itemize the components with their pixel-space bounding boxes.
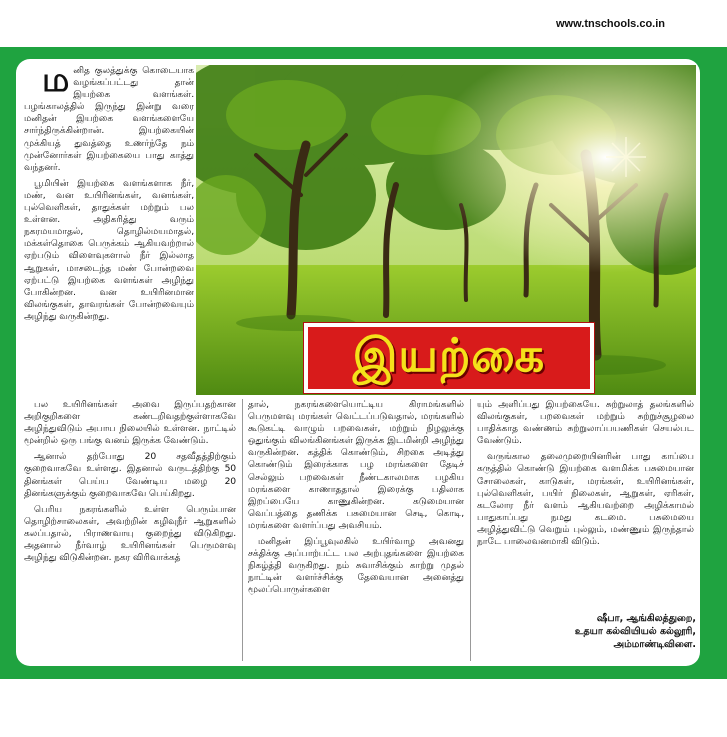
author-college: உதயா கல்வியியல் கல்லூரி, — [574, 626, 696, 637]
author-place: அம்மாண்டிவிளை. — [613, 639, 696, 650]
paragraph-industry: பெரிய நகரங்களில் உள்ள பெரும்பான தொழிற்சாலைகள், அவற்றின் கழிவுநீர் ஆறுகளில் கலப்பதால், பிராணவாயு குறைந்து விடுகிறது. அதனால் நீர்வாழ் உயிரினங்கள் பெருமளவு அழிந்து விடுகின்றன. நகர விரிவாக்கத் — [24, 503, 236, 564]
article-title: இயற்கை — [352, 327, 546, 382]
column-1-lower — [24, 399, 236, 664]
author-signature — [516, 612, 696, 651]
paragraph-tourism: யும் அளிப்பது இயற்கையே. சுற்றுலாத் தலங்களில் விலங்குகள், பறவைகள் மற்றும் சுற்றுச்சூழலை பாதிக்காத வண்ணம் சுற்றுலாப்பயணிகள் செயல்பட வேண்டும். — [477, 399, 694, 447]
paragraph-rain: ஆனால் தற்போது 20 சதவீதத்திற்கும் குறைவாகவே உள்ளது. இதனால் வருடத்திற்கு 50 தினங்கள் பெய்ய வேண்டிய மழை 20 தினங்களுக்கும் குறைவாகவே பெய்கிறது. — [24, 451, 236, 499]
drop-cap: ம — [42, 65, 70, 100]
column-rule-1 — [242, 399, 243, 661]
site-url: www.tnschools.co.in — [556, 18, 665, 30]
paragraph-birds: தால், நகரங்களையொட்டிய கிராமங்களில் பெருமளவு மரங்கள் வெட்டப்படுவதால், மரங்களில் கூடுகட்டி வாழும் பறவைகள், மற்றும் நிழலுக்கு ஒதுங்கும் விலங்கினங்கள் இருக்க இடமின்றி அழிந்து வருகின்றன. கத்திக் கொண்டும், சிறகை அடித்து கொண்டும் இரைக்காக பழ மரங்களை தேடிச் செல்லும் பறவைகள் நீண்டகாலமாக பழகிய மரங்களை காணாததால் இரைக்கு பதிலாக இறப்பையே காணுகின்றன. கடுமையான வெப்பத்தை தணிக்க பசுமையான செடி, கொடி, மரங்களை வளர்ப்பது அவசியம். — [248, 399, 464, 531]
article-paper — [16, 59, 700, 666]
paragraph-future: வருங்கால தலைமுறையினரின் பாது காப்பை கருத்தில் கொண்டு இயற்கை வளமிக்க பசுமையான சோலைகள், காடுகள், மரங்கள், உயிரினங்கள், புல்வெளிகள், பயிர் நிலைகள், ஆறுகள், ஏரிகள், கடலோர நீர் வளம் ஆகியவற்றை அழிக்காமல் பாதுகாப்பது நமது கடமை. பசுமையை அழித்துவிட்டு வெறும் புல்லும், மண்ணும் இருந்தால் நாடே பாலைவனமாகி விடும். — [477, 451, 694, 548]
article-title-box — [304, 323, 594, 393]
author-name: ஷீபா, ஆங்கிலத்துறை, — [596, 613, 696, 624]
paragraph-wonders: மனிதன் இப்பூவுலகில் உயிர்வாழ அவனது சக்திக்கு அப்பாற்பட்ட பல அற்புதங்களை இயற்கை நிகழ்த்தி வருகிறது. நம் சுவாசிக்கும் காற்று முதல் நாட்டின் வளர்ச்சிக்கு தேவையான அனைத்து மூலப்பொருள்களை — [248, 536, 464, 596]
paragraph-resources: பூமியின் இயற்கை வளங்களாக நீர், மண், வன உயிரினங்கள், வனங்கள், புல்வெளிகள், தாதுக்கள் மற்றும் பல உள்ளன. அதிகரித்து வரும் நகரமயமாதல், தொழில்மயமாதல், மக்கள்தொகை பெருக்கம் ஆகியவற்றால் ஏற்படும் விளைவுகளால் நீர் இல்லாத ஆறுகள், மாசடைந்த மண் போன்றவை ஏற்பட்டு இயற்கை வளங்கள் அழிந்து போகின்றன. வன உயிரினமான விலங்குகள், தாவரங்கள் போன்றவையும் அழிந்து வருகின்றது. — [24, 177, 194, 322]
column-2 — [248, 399, 464, 664]
paragraph-intro: மனித குலத்துக்கு கொடையாக வழங்கப்பட்டது தான் இயற்கை வளங்கள். பழங்காலத்தில் இருந்து இன்று வரை மனிதன் இயற்கை வளங்களையே சார்ந்திருக்கின்றான். இயற்கையின் முக்கியத் துவத்தை உணர்ந்தே நம் முன்னோர்கள் இயற்கையை பாது காத்து வந்தனர். — [24, 65, 194, 173]
paragraph-species: பல உயிரினங்கள் அவை இருப்பதற்கான அறிகுறிகளை கண்டறிவதற்குள்ளாகவே அழிந்துவிடும் அபாய நிலையில் உள்ளன. நாட்டில் மூன்றில் ஒரு பங்கு வனம் இருக்க வேண்டும். — [24, 399, 236, 447]
column-rule-2 — [470, 399, 471, 661]
